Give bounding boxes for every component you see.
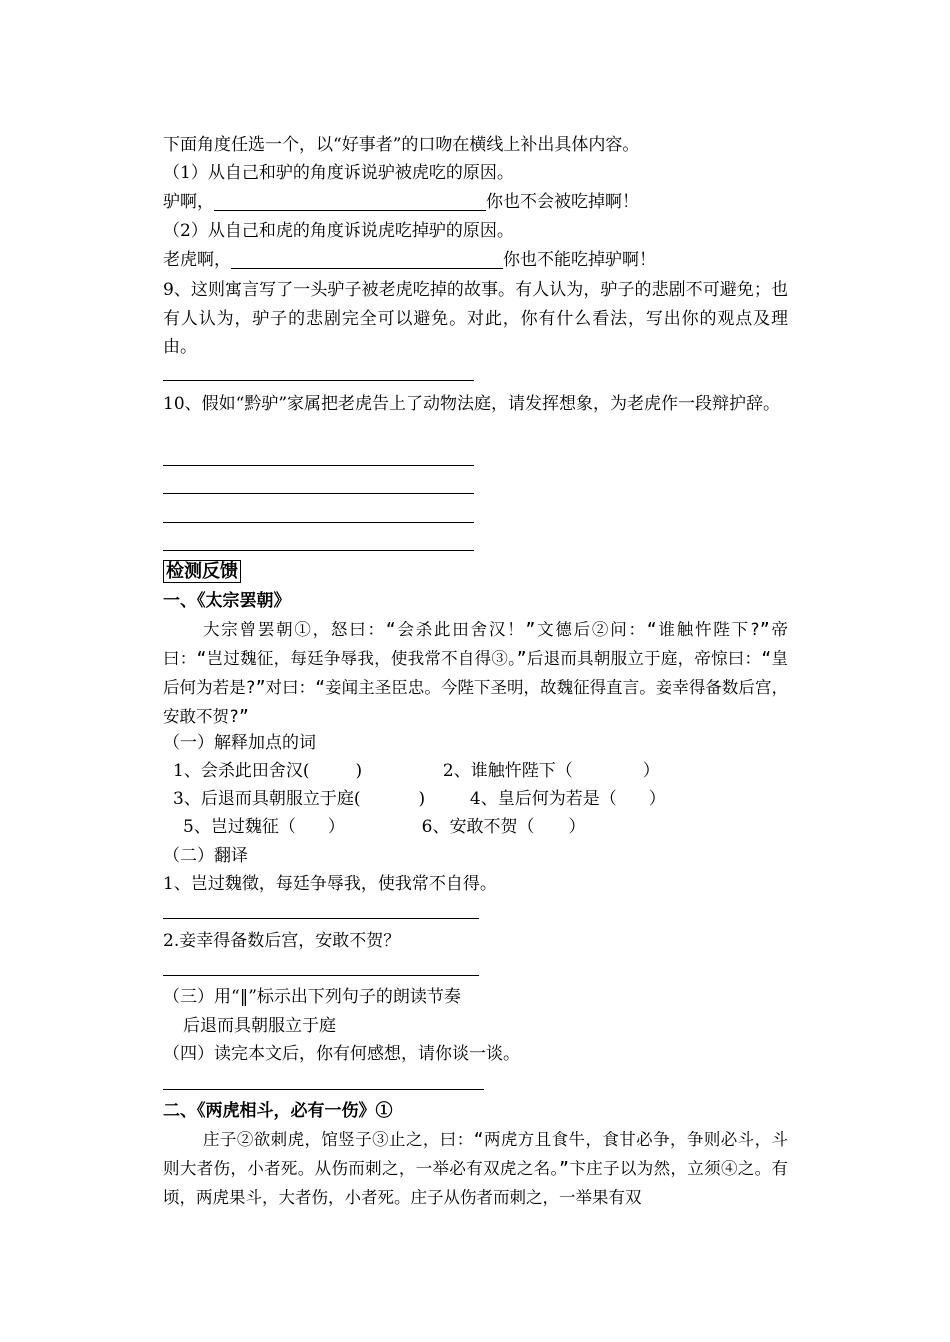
- question-1-prefix: 驴啊，: [163, 192, 214, 212]
- answer-line[interactable]: [163, 380, 474, 381]
- word-item-row-1: [173, 760, 660, 782]
- question-2-blank[interactable]: [231, 250, 503, 269]
- rhythm-sentence: 后退而具朝服立于庭: [183, 1016, 336, 1036]
- translation-1: 1、岂过魏徵，每廷争辱我，使我常不自得。: [163, 874, 497, 894]
- subquestion-4-label: （四）读完本文后，你有何感想，请你谈一谈。: [163, 1044, 520, 1064]
- question-1-suffix: 你也不会被吃掉啊！: [486, 192, 639, 212]
- word-item-4: 4、皇后何为若是（ ）: [469, 789, 666, 809]
- answer-line[interactable]: [163, 975, 479, 976]
- answer-line[interactable]: [163, 493, 474, 494]
- question-1-label: （1）从自己和驴的角度诉说驴被虎吃的原因。: [163, 163, 514, 183]
- subquestion-3-label: （三）用“‖”标示出下列句子的朗读节奏: [163, 987, 461, 1007]
- section-heading: [163, 561, 241, 583]
- section-1-title: 一、《太宗罢朝》: [163, 591, 291, 611]
- question-2-label: （2）从自己和虎的角度诉说虎吃掉驴的原因。: [163, 221, 514, 241]
- section-2-passage: 庄子②欲刺虎，馆竖子③止之，曰：“两虎方且食牛，食甘必争，争则必斗，斗则大者伤，小者死。从伤而刺之，一举必有双虎之名。”卞庄子以为然，立须④之。有顷，两虎果斗，大者伤，小者死。庄子从伤者而刺之，一举果有双: [163, 1130, 788, 1207]
- word-item-6: 6、安敢不贺（ ）: [421, 817, 586, 837]
- word-item-1: 1、会杀此田舍汉( ): [173, 761, 363, 781]
- answer-line[interactable]: [163, 1089, 484, 1090]
- question-2-suffix: 你也不能吃掉驴啊！: [503, 250, 656, 270]
- word-item-5: 5、岂过魏征（ ）: [183, 817, 345, 837]
- subquestion-1-label: （一）解释加点的词: [163, 733, 316, 753]
- word-item-row-3: [183, 816, 585, 838]
- section-1-passage: 大宗曾罢朝①，怒曰：“会杀此田舍汉！”文德后②问：“谁触忤陛下?”帝曰：“岂过魏征，每廷争辱我，使我常不自得③。”后退而具朝服立于庭，帝惊曰：“皇后何为若是?”对曰：“妾闻主圣臣忠。今陛下圣明，故魏征得直言。妾幸得备数后宫，安敢不贺?”: [163, 620, 788, 726]
- question-2-answer-line: [163, 249, 656, 271]
- question-1-answer-line: [163, 191, 639, 213]
- question-1-blank[interactable]: [214, 192, 486, 211]
- section-2-title: 二、《两虎相斗，必有一伤》①: [163, 1101, 393, 1121]
- feedback-heading: 检测反馈: [163, 560, 241, 583]
- question-10-text: 10、假如“黔驴”家属把老虎告上了动物法庭，请发挥想象，为老虎作一段辩护辞。: [163, 394, 781, 414]
- answer-line[interactable]: [163, 918, 479, 919]
- subquestion-2-label: （二）翻译: [163, 846, 248, 866]
- answer-line[interactable]: [163, 522, 474, 523]
- instruction-text: 下面角度任选一个，以“好事者”的口吻在横线上补出具体内容。: [163, 135, 640, 155]
- answer-line[interactable]: [163, 465, 474, 466]
- question-9-text: 9、这则寓言写了一头驴子被老虎吃掉的故事。有人认为，驴子的悲剧不可避免；也有人认为，驴子的悲剧完全可以避免。对此，你有什么看法，写出你的观点及理由。: [163, 280, 788, 357]
- translation-2: 2.妾幸得备数后宫，安敢不贺？: [163, 931, 401, 951]
- word-item-row-2: [173, 788, 666, 810]
- word-item-2: 2、谁触忤陛下（ ）: [442, 761, 660, 781]
- word-item-3: 3、后退而具朝服立于庭( ): [173, 789, 426, 809]
- question-2-prefix: 老虎啊，: [163, 250, 231, 270]
- answer-line[interactable]: [163, 550, 474, 551]
